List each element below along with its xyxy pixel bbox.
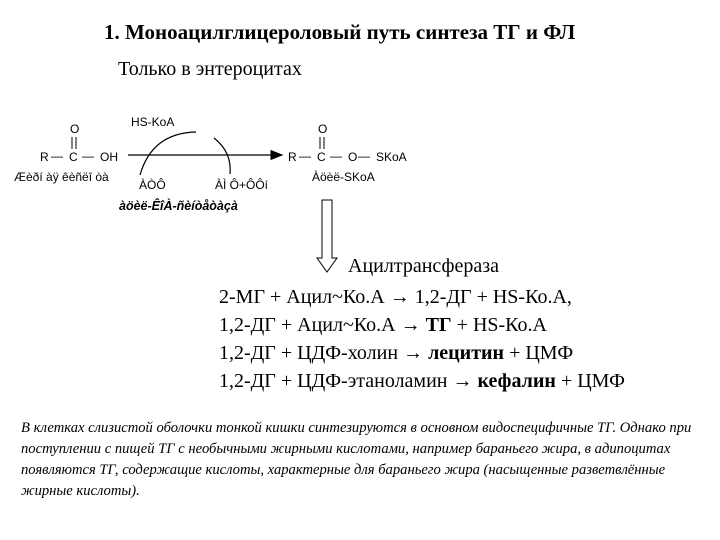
equation-product: кефалин (477, 370, 556, 392)
equation-product: ТГ (425, 314, 452, 336)
equation-text: 1,2-ДГ + Ацил~Ко.А → (219, 314, 426, 336)
reactant-oh: OH (100, 150, 118, 164)
acyltransferase-label: Ацилтрансфераза (348, 255, 500, 277)
slide-title: 1. Моноацилглицероловый путь синтеза ТГ и ФЛ (104, 20, 576, 44)
equation-row (219, 342, 573, 365)
reactant-oxygen: O (70, 122, 80, 136)
reactant-r: R (40, 150, 49, 164)
slide-subtitle: Только в энтероцитах (118, 58, 302, 80)
synthetase-label: àöèë-ÊîÀ-ñèíòåòàçà (119, 199, 238, 213)
equation-tail: + ЦМФ (555, 370, 625, 392)
equation-text: 1,2-ДГ + ЦДФ-этаноламин → (219, 370, 478, 392)
reactant-bond-2: — (82, 149, 94, 163)
equation-row (219, 314, 547, 337)
equation-text: 2-МГ + Ацил~Ко.А → 1,2-ДГ + HS-Ко.А, (219, 286, 572, 308)
product-carbon: C (317, 150, 326, 164)
equation-tail: + HS-Ко.А (451, 314, 547, 336)
equation-tail: + ЦМФ (504, 342, 574, 364)
reactant-name: Æèðí àÿ êèñëî òà (14, 170, 109, 184)
equation-text: 1,2-ДГ + ЦДФ-холин → (219, 342, 429, 364)
byproduct-curved-arrow (214, 138, 230, 174)
product-oxygen: O (318, 122, 328, 136)
product-bond-1: — (299, 149, 311, 163)
equation-row (219, 286, 572, 309)
atp-label: ÀÒÔ (139, 178, 166, 192)
cofactor-curved-arrow (140, 132, 196, 175)
product-name: Àöèë-SKoA (312, 170, 375, 184)
explanatory-note: В клетках слизистой оболочки тонкой кишки синтезируются в основном видоспецифичные ТГ. Однако при поступлении с пищей ТГ с необычными жирными кислотами, например бараньего жира, в адипоцитах появляются ТГ, содержащие кислоты, характерные для бараньего жира (насыщенные разветвлённые жирные кислоты). (21, 420, 692, 499)
cofactor-label: HS-KoA (131, 115, 175, 129)
product-oxygen-ester: O (348, 150, 358, 164)
down-arrow (317, 200, 337, 272)
product-r: R (288, 150, 297, 164)
reactant-carbon: C (69, 150, 78, 164)
amp-ppi-label: ÀÌ Ô+ÔÔí (215, 178, 269, 192)
equation-product: лецитин (428, 342, 505, 364)
product-skoa: SKoA (376, 150, 407, 164)
equation-row (219, 370, 625, 393)
reactant-bond-1: — (51, 149, 63, 163)
product-bond-3: — (358, 149, 370, 163)
product-bond-2: — (330, 149, 342, 163)
